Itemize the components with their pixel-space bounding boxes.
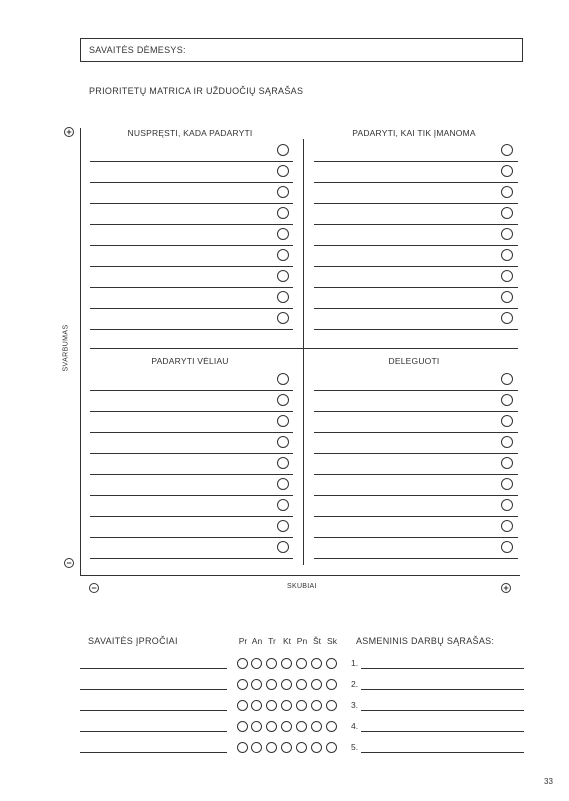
habit-checkbox-icon[interactable] [281,700,292,711]
task-line[interactable] [90,245,293,246]
habit-day-label: Sk [327,636,337,646]
habit-checkbox-icon[interactable] [237,679,248,690]
habit-checkbox-icon[interactable] [296,700,307,711]
task-line[interactable] [90,558,293,559]
habit-day-label: Pn [296,636,308,646]
task-checkbox-icon[interactable] [277,207,289,219]
habit-line[interactable] [80,668,227,669]
todo-line[interactable] [361,731,524,732]
task-checkbox-icon[interactable] [501,228,513,240]
task-checkbox-icon[interactable] [277,144,289,156]
task-line[interactable] [90,474,293,475]
habit-checkbox-icon[interactable] [311,658,322,669]
task-line[interactable] [314,390,518,391]
task-line[interactable] [90,182,293,183]
habit-checkbox-icon[interactable] [251,742,262,753]
task-line[interactable] [314,432,518,433]
habit-checkbox-icon[interactable] [326,679,337,690]
todo-number: 3. [351,700,359,710]
task-checkbox-icon[interactable] [501,394,513,406]
quadrant-title-delegate: DELEGUOTI [388,356,440,366]
task-line[interactable] [314,329,518,330]
habit-checkbox-icon[interactable] [281,721,292,732]
task-checkbox-icon[interactable] [501,499,513,511]
task-line[interactable] [314,516,518,517]
task-checkbox-icon[interactable] [277,499,289,511]
task-checkbox-icon[interactable] [501,541,513,553]
habit-checkbox-icon[interactable] [266,700,277,711]
task-checkbox-icon[interactable] [277,291,289,303]
habit-checkbox-icon[interactable] [296,742,307,753]
habit-checkbox-icon[interactable] [311,742,322,753]
task-checkbox-icon[interactable] [501,312,513,324]
importance-high-icon: + [64,127,74,137]
task-checkbox-icon[interactable] [277,270,289,282]
habit-day-label: An [251,636,263,646]
importance-axis-label: SVARBUMAS [62,324,70,372]
task-checkbox-icon[interactable] [277,541,289,553]
task-line[interactable] [90,432,293,433]
task-checkbox-icon[interactable] [277,478,289,490]
task-checkbox-icon[interactable] [501,520,513,532]
task-line[interactable] [314,308,518,309]
habit-checkbox-icon[interactable] [251,658,262,669]
task-checkbox-icon[interactable] [501,415,513,427]
habit-checkbox-icon[interactable] [296,658,307,669]
task-checkbox-icon[interactable] [501,165,513,177]
task-line[interactable] [314,266,518,267]
task-line[interactable] [314,495,518,496]
task-line[interactable] [90,390,293,391]
task-line[interactable] [314,224,518,225]
task-checkbox-icon[interactable] [277,373,289,385]
task-checkbox-icon[interactable] [501,291,513,303]
quadrant-divider-horizontal [90,348,518,349]
todo-line[interactable] [361,689,524,690]
page-number: 33 [544,777,553,786]
habit-checkbox-icon[interactable] [311,721,322,732]
habit-checkbox-icon[interactable] [251,721,262,732]
task-line[interactable] [90,287,293,288]
habit-checkbox-icon[interactable] [326,658,337,669]
quadrant-title-do-now: PADARYTI, KAI TIK ĮMANOMA [352,128,476,138]
importance-low-icon: − [64,558,74,568]
quadrant-title-decide: NUSPRĘSTI, KADA PADARYTI [127,128,253,138]
importance-axis [80,128,81,576]
task-checkbox-icon[interactable] [277,415,289,427]
habit-checkbox-icon[interactable] [266,721,277,732]
quadrant-title-do-later: PADARYTI VĖLIAU [151,356,229,366]
task-checkbox-icon[interactable] [277,249,289,261]
habit-checkbox-icon[interactable] [311,679,322,690]
habit-day-label: Št [312,636,322,646]
task-line[interactable] [90,411,293,412]
habit-checkbox-icon[interactable] [296,721,307,732]
todo-line[interactable] [361,752,524,753]
task-line[interactable] [90,495,293,496]
habits-title: SAVAITĖS ĮPROČIAI [88,636,178,646]
task-checkbox-icon[interactable] [277,457,289,469]
task-line[interactable] [314,161,518,162]
task-checkbox-icon[interactable] [501,457,513,469]
weekly-focus-label: SAVAITĖS DĖMESYS: [89,45,186,55]
task-checkbox-icon[interactable] [277,394,289,406]
todo-number: 2. [351,679,359,689]
habit-checkbox-icon[interactable] [296,679,307,690]
task-checkbox-icon[interactable] [501,249,513,261]
habit-checkbox-icon[interactable] [281,658,292,669]
task-checkbox-icon[interactable] [277,520,289,532]
task-checkbox-icon[interactable] [277,165,289,177]
habit-checkbox-icon[interactable] [326,700,337,711]
task-line[interactable] [90,161,293,162]
task-line[interactable] [314,537,518,538]
todo-number: 5. [351,742,359,752]
task-checkbox-icon[interactable] [501,436,513,448]
task-checkbox-icon[interactable] [501,207,513,219]
habit-checkbox-icon[interactable] [266,679,277,690]
quadrant-divider-vertical [303,139,304,565]
habit-day-label: Pr [238,636,248,646]
task-line[interactable] [90,537,293,538]
task-checkbox-icon[interactable] [277,436,289,448]
matrix-title: PRIORITETŲ MATRICA IR UŽDUOČIŲ SĄRAŠAS [89,86,304,96]
habit-checkbox-icon[interactable] [237,721,248,732]
todo-number: 4. [351,721,359,731]
task-line[interactable] [90,308,293,309]
task-line[interactable] [90,329,293,330]
task-checkbox-icon[interactable] [501,270,513,282]
habit-checkbox-icon[interactable] [326,742,337,753]
task-checkbox-icon[interactable] [501,186,513,198]
habit-checkbox-icon[interactable] [237,742,248,753]
habit-checkbox-icon[interactable] [251,700,262,711]
habit-checkbox-icon[interactable] [281,742,292,753]
habit-checkbox-icon[interactable] [266,742,277,753]
urgency-axis-label: SKUBIAI [287,583,317,590]
task-checkbox-icon[interactable] [277,312,289,324]
task-line[interactable] [314,411,518,412]
todo-line[interactable] [361,710,524,711]
habit-checkbox-icon[interactable] [237,700,248,711]
habit-day-label: Kt [282,636,292,646]
task-checkbox-icon[interactable] [277,228,289,240]
habit-checkbox-icon[interactable] [251,679,262,690]
habit-checkbox-icon[interactable] [281,679,292,690]
habit-line[interactable] [80,689,227,690]
habit-checkbox-icon[interactable] [237,658,248,669]
task-checkbox-icon[interactable] [501,478,513,490]
task-line[interactable] [90,453,293,454]
todo-number: 1. [351,658,359,668]
urgency-axis [80,575,520,576]
habit-checkbox-icon[interactable] [266,658,277,669]
task-line[interactable] [314,474,518,475]
task-line[interactable] [90,224,293,225]
task-line[interactable] [314,453,518,454]
task-checkbox-icon[interactable] [501,144,513,156]
todo-title: ASMENINIS DARBŲ SĄRAŠAS: [356,636,495,646]
habit-day-label: Tr [268,636,276,646]
task-line[interactable] [90,516,293,517]
task-line[interactable] [314,558,518,559]
urgency-high-icon: + [501,583,511,593]
task-checkbox-icon[interactable] [277,186,289,198]
habit-checkbox-icon[interactable] [311,700,322,711]
task-line[interactable] [314,245,518,246]
todo-line[interactable] [361,668,524,669]
task-line[interactable] [314,203,518,204]
habit-checkbox-icon[interactable] [326,721,337,732]
task-line[interactable] [90,266,293,267]
task-line[interactable] [314,287,518,288]
habit-line[interactable] [80,710,227,711]
habit-line[interactable] [80,731,227,732]
task-line[interactable] [90,203,293,204]
urgency-low-icon: − [89,583,99,593]
task-line[interactable] [314,182,518,183]
habit-line[interactable] [80,752,227,753]
task-checkbox-icon[interactable] [501,373,513,385]
weekly-focus-box[interactable] [80,38,523,62]
